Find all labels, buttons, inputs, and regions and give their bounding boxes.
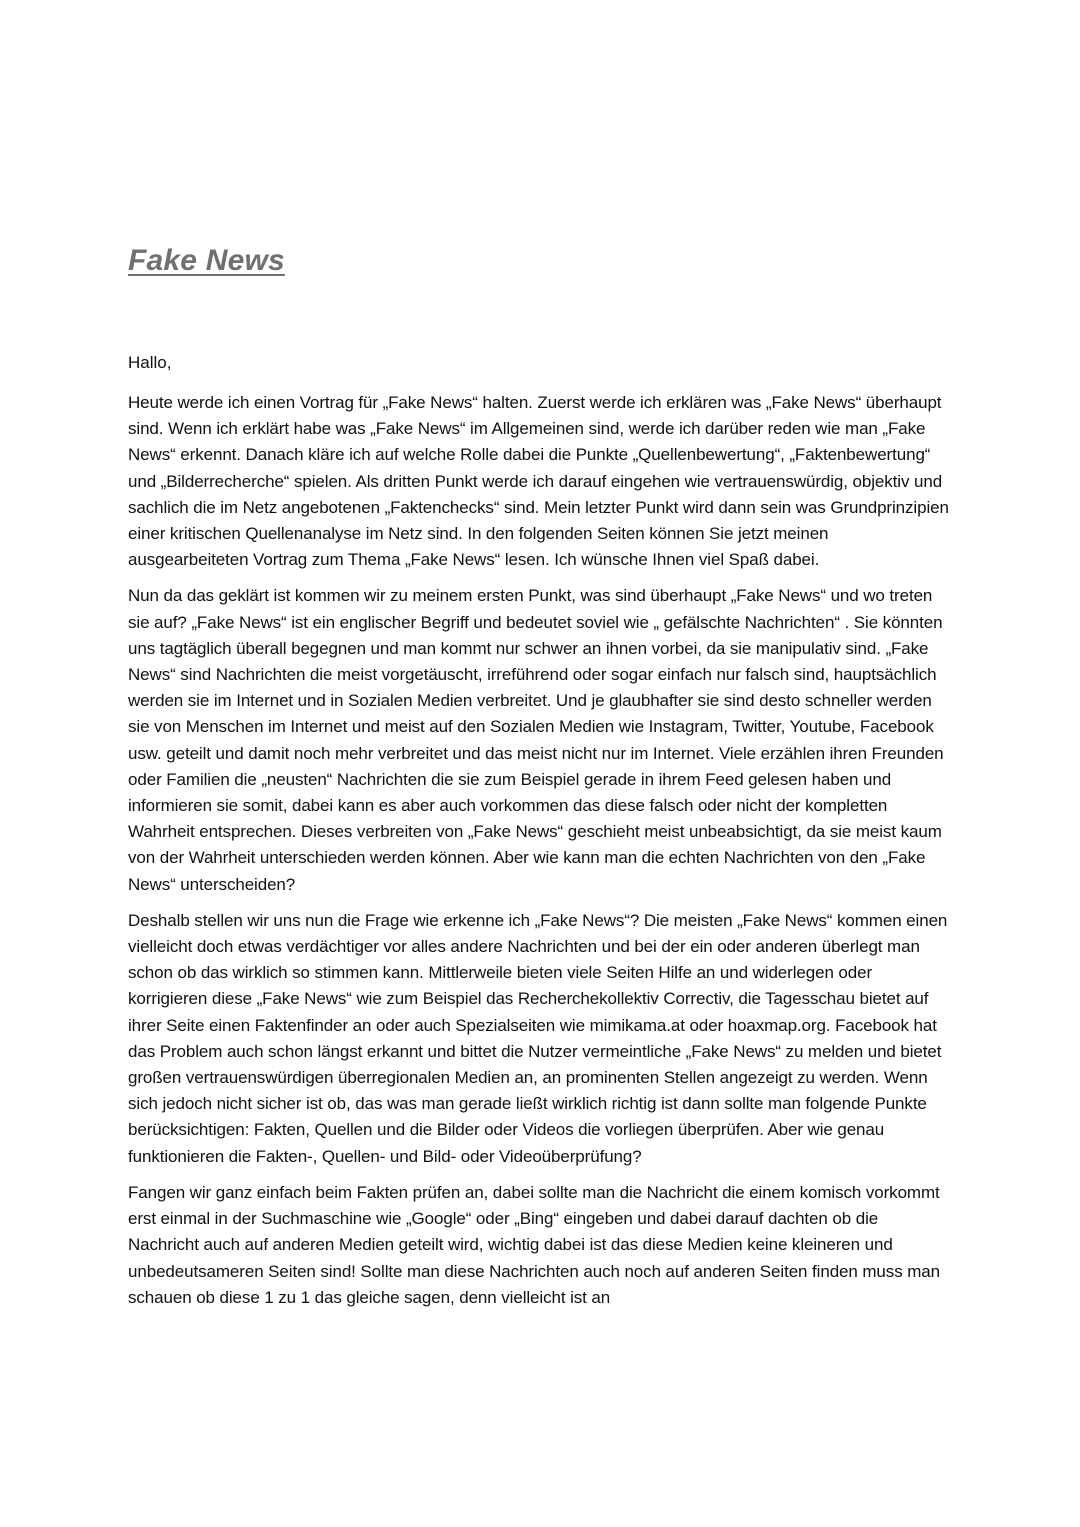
paragraph-what-are-fake-news: Nun da das geklärt ist kommen wir zu meinem ersten Punkt, was sind überhaupt „Fake News“ und wo treten sie auf? „Fake News“ ist ein englischer Begriff und bedeutet soviel wie „ gefälschte Nachrichten“ . Sie könnten uns tagtäglich überall begegnen und man kommt nur schwer an ihnen vorbei, da sie manipulativ sind. „Fake News“ sind Nachrichten die meist vorgetäuscht, irreführend oder sogar einfach nur falsch sind, hauptsächlich werden sie im Internet und in Sozialen Medien verbreitet. Und je glaubhafter sie sind desto schneller werden sie von Menschen im Internet und meist auf den Sozialen Medien wie Instagram, Twitter, Youtube, Facebook usw. geteilt und damit noch mehr verbreitet und das meist nicht nur im Internet. Viele erzählen ihren Freunden oder Familien die „neusten“ Nachrichten die sie zum Beispiel gerade in ihrem Feed gelesen haben und informieren sie somit, dabei kann es aber auch vorkommen das diese falsch oder nicht der kompletten Wahrheit entsprechen. Dieses verbreiten von „Fake News“ geschieht meist unbeabsichtigt, da sie meist kaum von der Wahrheit unterschieden werden können. Aber wie kann man die echten Nachrichten von den „Fake News“ unterscheiden? bbox=[128, 586, 944, 894]
paragraph-fact-checking: Fangen wir ganz einfach beim Fakten prüfen an, dabei sollte man die Nachricht die einem komisch vorkommt erst einmal in der Suchmaschine wie „Google“ oder „Bing“ eingeben und dabei darauf dachten ob die Nachricht auch auf anderen Medien geteilt wird, wichtig dabei ist das diese Medien keine kleineren und unbedeutsameren Seiten sind! Sollte man diese Nachrichten auch noch auf anderen Seiten finden muss man schauen ob diese 1 zu 1 das gleiche sagen, denn vielleicht ist an bbox=[128, 1182, 940, 1307]
document-title: Fake News bbox=[128, 244, 285, 277]
document-body bbox=[128, 390, 950, 1321]
paragraph-recognizing-fake-news: Deshalb stellen wir uns nun die Frage wie erkenne ich „Fake News“? Die meisten „Fake News“ kommen einen vielleicht doch etwas verdächtiger vor alles andere Nachrichten und bei der ein oder anderen überlegt man schon ob das wirklich so stimmen kann. Mittlerweile bieten viele Seiten Hilfe an und widerlegen oder korrigieren diese „Fake News“ wie zum Beispiel das Recherchekollektiv Correctiv, die Tagesschau bietet auf ihrer Seite einen Faktenfinder an oder auch Spezialseiten wie mimikama.at oder hoaxmap.org. Facebook hat das Problem auch schon längst erkannt und bittet die Nutzer vermeintliche „Fake News“ zu melden und bietet großen vertrauenswürdigen überregionalen Medien an, an prominenten Stellen angezeigt zu werden. Wenn sich jedoch nicht sicher ist ob, das was man gerade ließt wirklich richtig ist dann sollte man folgende Punkte berücksichtigen: Fakten, Quellen und die Bilder oder Videos die vorliegen überprüfen. Aber wie genau funktionieren die Fakten-, Quellen- und Bild- oder Videoüberprüfung? bbox=[128, 910, 948, 1166]
paragraph-intro: Heute werde ich einen Vortrag für „Fake News“ halten. Zuerst werde ich erklären was „Fake News“ überhaupt sind. Wenn ich erklärt habe was „Fake News“ im Allgemeinen sind, werde ich darüber reden wie man „Fake News“ erkennt. Danach kläre ich auf welche Rolle dabei die Punkte „Quellenbewertung“, „Faktenbewertung“ und „Bilderrecherche“ spielen. Als dritten Punkt werde ich darauf eingehen wie vertrauenswürdig, objektiv und sachlich die im Netz angebotenen „Faktenchecks“ sind. Mein letzter Punkt wird dann sein was Grundprinzipien einer kritischen Quellenanalyse im Netz sind. In den folgenden Seiten können Sie jetzt meinen ausgearbeiteten Vortrag zum Thema „Fake News“ lesen. Ich wünsche Ihnen viel Spaß dabei. bbox=[128, 393, 949, 570]
greeting: Hallo, bbox=[128, 353, 172, 372]
